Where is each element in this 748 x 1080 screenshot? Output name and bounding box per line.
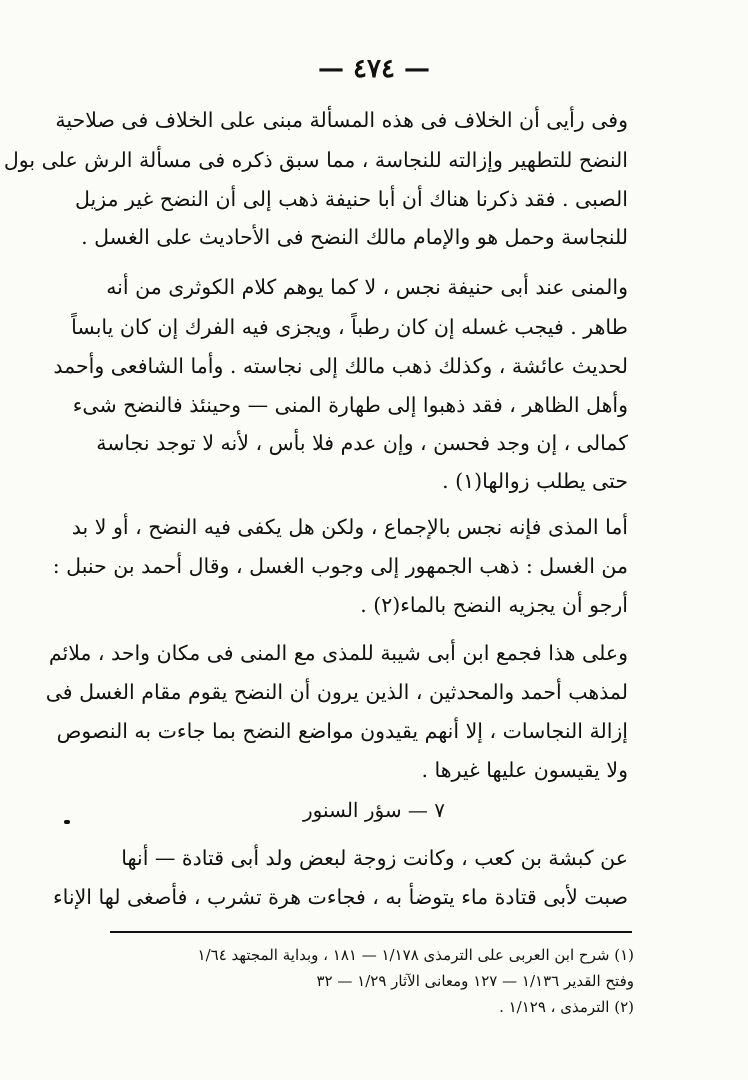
ink-mark (64, 820, 70, 824)
paragraph-3-line-1: أما المذى فإنه نجس بالإجماع ، ولكن هل يكفى فيه النضح ، أو لا بد (71, 515, 628, 539)
paragraph-1-line-3: الصبى . فقد ذكرنا هناك أن أبا حنيفة ذهب إلى أن النضح غير مزيل (75, 187, 628, 211)
section-line-1: عن كبشة بن كعب ، وكانت زوجة لبعض ولد أبى قتادة — أنها (121, 846, 628, 870)
paragraph-2-line-5: كمالى ، إن وجد فحسن ، وإن عدم فلا بأس ، لأنه لا توجد نجاسة (96, 431, 628, 455)
paragraph-1-line-2: النضح للتطهير وإزالته للنجاسة ، مما سبق ذكره فى مسألة الرش على بول (3, 148, 628, 172)
paragraph-3-line-3: أرجو أن يجزيه النضح بالماء(٢) . (360, 593, 628, 617)
paragraph-2-line-1: والمنى عند أبى حنيفة نجس ، لا كما يوهم كلام الكوثرى من أنه (106, 275, 628, 299)
paragraph-1-line-1: وفى رأيى أن الخلاف فى هذه المسألة مبنى على الخلاف فى صلاحية (55, 108, 628, 132)
paragraph-4-line-1: وعلى هذا فجمع ابن أبى شيبة للمذى مع المنى فى مكان واحد ، ملائم (48, 641, 628, 665)
section-heading: ٧ — سؤر السنور (302, 798, 446, 822)
paragraph-4-line-4: ولا يقيسون عليها غيرها . (421, 758, 628, 782)
paragraph-4-line-2: لمذهب أحمد والمحدثين ، الذين يرون أن النضح يقوم مقام الغسل فى (45, 680, 628, 704)
footnote-2: (٢) الترمذى ، ١/١٢٩ . (499, 998, 634, 1016)
paragraph-2-line-3: لحديث عائشة ، وكذلك ذهب مالك إلى نجاسته . وأما الشافعى وأحمد (53, 354, 628, 378)
footnote-divider (110, 931, 632, 933)
page-number: — ٤٧٤ — (317, 54, 431, 84)
paragraph-2-line-4: وأهل الظاهر ، فقد ذهبوا إلى طهارة المنى — وحينئذ فالنضح شىء (72, 393, 628, 417)
section-line-2: صبت لأبى قتادة ماء يتوضأ به ، فجاءت هرة تشرب ، فأصغى لها الإناء (53, 885, 628, 909)
paragraph-2-line-6: حتى يطلب زوالها(١) . (442, 469, 628, 493)
paragraph-2-line-2: طاهر . فيجب غسله إن كان رطباً ، ويجزى فيه الفرك إن كان يابساً (71, 315, 628, 339)
footnote-1: (١) شرح ابن العربى على الترمذى ١/١٧٨ — ١٨١ ، وبداية المجتهد ١/٦٤ (197, 946, 634, 964)
paragraph-1-line-4: للنجاسة وحمل هو والإمام مالك النضح فى الأحاديث على الغسل . (81, 225, 628, 249)
paragraph-3-line-2: من الغسل : ذهب الجمهور إلى وجوب الغسل ، وقال أحمد بن حنبل : (52, 554, 628, 578)
paragraph-4-line-3: إزالة النجاسات ، إلا أنهم يقيدون مواضع النضح بما جاءت به النصوص (56, 719, 628, 743)
footnote-1-continued: وفتح القدير ١/١٣٦ — ١٢٧ ومعانى الآثار ١/٢٩ — ٣٢ (316, 972, 634, 990)
